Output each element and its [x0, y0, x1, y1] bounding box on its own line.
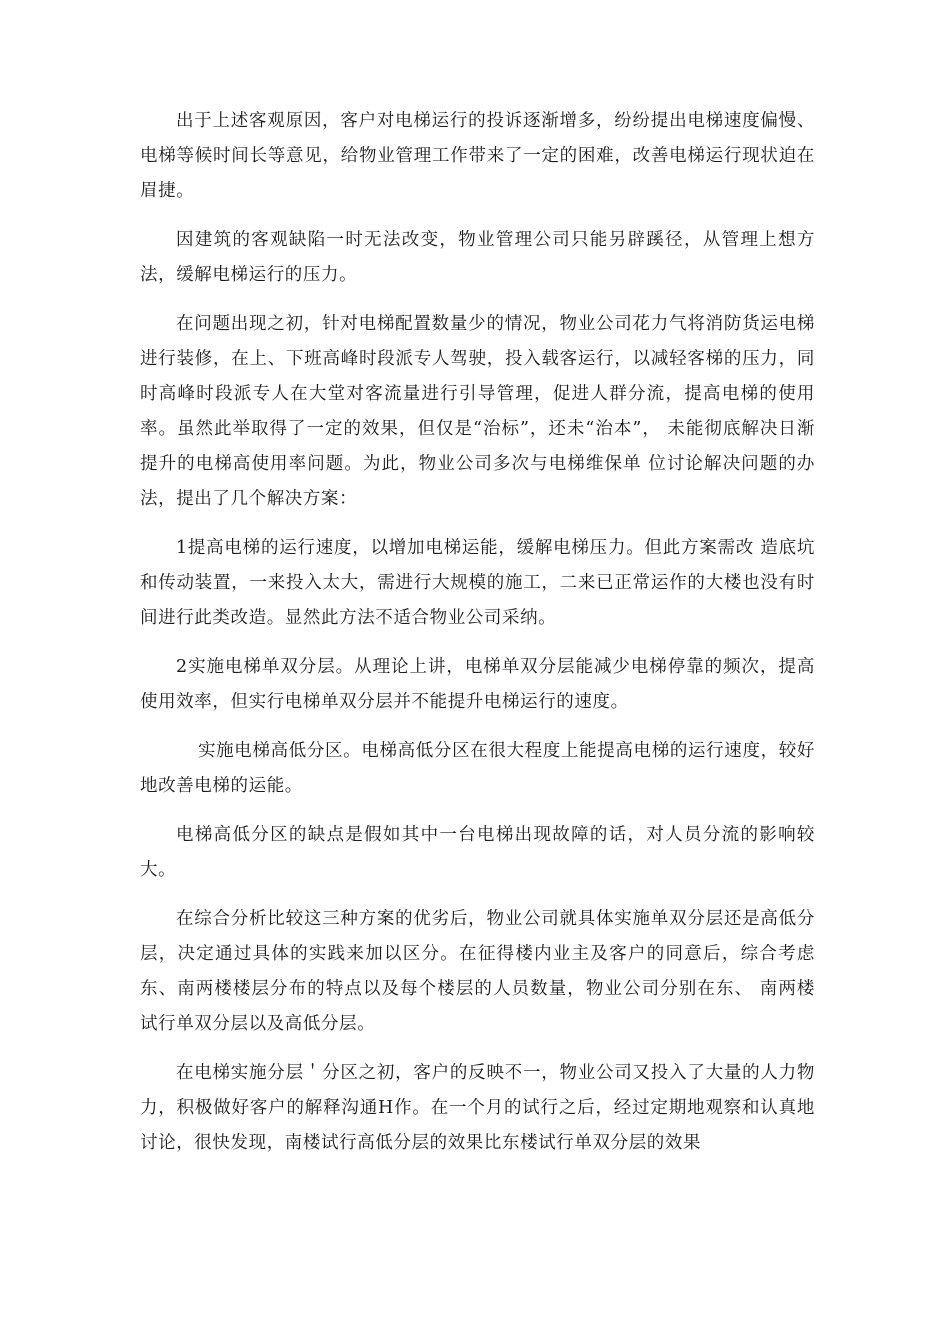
paragraph-initial-measures: 在问题出现之初，针对电梯配置数量少的情况，物业公司花力气将消防货运电梯进行装修，在上、下班高峰时段派专人驾驶，投入载客运行，以减轻客梯的压力，同时高峰时段派专人在大堂对客流量进行引导管理，促进人群分流，提高电梯的使用率。虽然此举取得了一定的效果，但仅是“治标”，还未“治本”， 未能彻底解决日渐提升的电梯高使用率问题。为此，物业公司多次与电梯维保单 位讨论解决问题的办法，提出了几个解决方案： — [140, 314, 815, 509]
paragraph-building-defect: 因建筑的客观缺陷一时无法改变，物业管理公司只能另辟蹊径，从管理上想方法，缓解电梯运行的压力。 — [140, 230, 815, 285]
paragraph-zoning-drawback: 电梯高低分区的缺点是假如其中一台电梯出现故障的话，对人员分流的影响较大。 — [140, 825, 815, 880]
paragraph-trial-results: 在电梯实施分层＇分区之初，客户的反映不一，物业公司又投入了大量的人力物力，积极做好客户的解释沟通H作。在一个月的试行之后，经过定期地观察和认真地讨论，很快发现，南楼试行高低分层的效果比东楼试行单双分层的效果 — [140, 1063, 815, 1153]
paragraph-option-1: 1提高电梯的运行速度，以增加电梯运能，缓解电梯压力。但此方案需改 造底坑和传动装置，一来投入太大，需进行大规模的施工，二来已正常运作的大楼也没有时间进行此类改造。显然此方法不适合物业公司采纳。 — [140, 538, 815, 628]
document-body — [140, 104, 815, 1161]
paragraph-comparison: 在综合分析比较这三种方案的优劣后，物业公司就具体实施单双分层还是高低分层，决定通过具体的实践来加以区分。在征得楼内业主及客户的同意后，综合考虑东、南两楼楼层分布的特点以及每个楼层的人员数量，物业公司分别在东、 南两楼试行单双分层以及高低分层。 — [140, 909, 815, 1034]
paragraph-complaints: 出于上述客观原因，客户对电梯运行的投诉逐渐增多，纷纷提出电梯速度偏慢、电梯等候时间长等意见，给物业管理工作带来了一定的困难，改善电梯运行现状迫在眉捷。 — [140, 111, 815, 201]
paragraph-option-2: 2实施电梯单双分层。从理论上讲，电梯单双分层能减少电梯停靠的频次，提高使用效率，但实行电梯单双分层并不能提升电梯运行的速度。 — [140, 657, 815, 712]
paragraph-option-3: 实施电梯高低分区。电梯高低分区在很大程度上能提高电梯的运行速度，较好地改善电梯的运能。 — [140, 741, 815, 796]
